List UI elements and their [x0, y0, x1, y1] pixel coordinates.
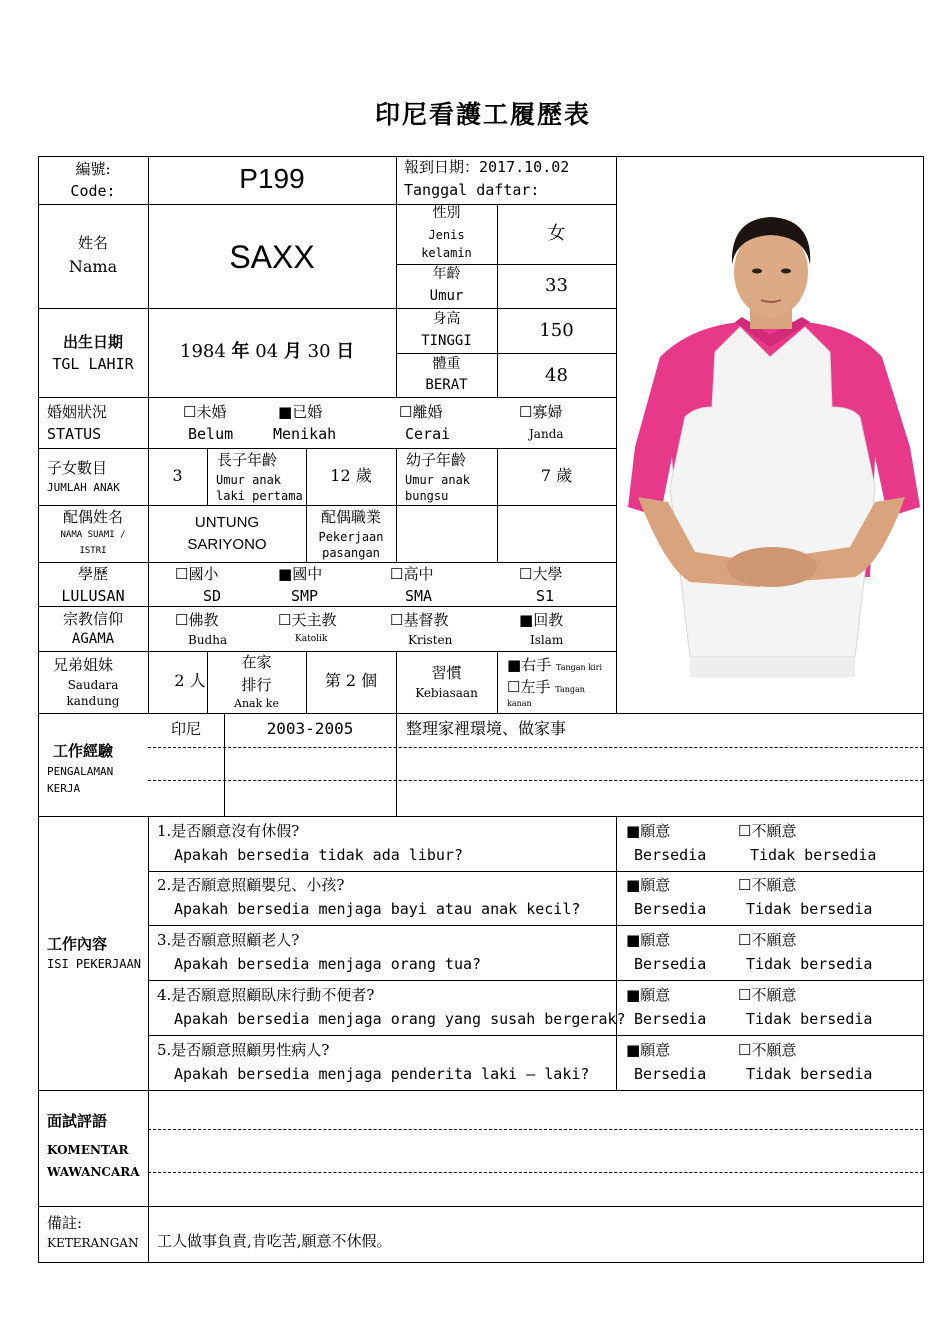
remarks-label-en: KETERANGAN [47, 1236, 139, 1250]
applicant-photo [620, 157, 923, 677]
question-4-zh: 4.是否願意照顧臥床行動不便者? [157, 986, 375, 1004]
code-label-zh: 編號: [75, 160, 111, 178]
interview-label-en2: WAWANCARA [47, 1165, 140, 1179]
religion-option-islam: ■回教 [519, 611, 564, 629]
interview-label-en1: KOMENTAR [47, 1143, 129, 1157]
marital-option-belum-en: Belum [188, 425, 234, 443]
remarks-label-zh: 備註: [47, 1214, 83, 1232]
height-value: 150 [539, 320, 574, 341]
spouse-label-zh: 配偶姓名 [62, 508, 123, 526]
height-label-zh: 身高 [432, 311, 461, 327]
marital-option-janda-en: Janda [529, 427, 564, 441]
spouse-job-label-en1: Pekerjaan [318, 530, 384, 544]
question-3-yes-en: Bersedia [634, 955, 707, 973]
edu-option-sd-en: SD [203, 587, 222, 605]
youngest-value: 7 歲 [540, 466, 573, 485]
question-1-no-en: Tidak bersedia [750, 846, 877, 864]
spouse-job-label-zh: 配偶職業 [320, 508, 381, 526]
code-label-en: Code: [70, 182, 116, 200]
question-1-no: ☐不願意 [738, 822, 797, 840]
youngest-label-en2: bungsu [405, 489, 449, 503]
experience-label-en2: KERJA [47, 782, 81, 795]
question-5-id: Apakah bersedia menjaga penderita laki – laki? [174, 1065, 590, 1083]
siblings-label-en2: kandung [66, 694, 120, 708]
code-value: P199 [239, 163, 305, 194]
name-value: SAXX [229, 239, 315, 275]
spouse-label-en1: NAMA SUAMI / [60, 530, 126, 540]
children-value: 3 [172, 466, 183, 485]
question-3-id: Apakah bersedia menjaga orang tua? [174, 955, 482, 973]
children-label-en: JUMLAH ANAK [47, 481, 120, 494]
question-2-zh: 2.是否願意照顧嬰兒、小孩? [157, 876, 345, 894]
question-1-yes: ■願意 [626, 822, 671, 840]
age-value: 33 [545, 275, 568, 296]
question-5-yes: ■願意 [626, 1041, 671, 1059]
question-4-no: ☐不願意 [738, 986, 797, 1004]
education-label-en: LULUSAN [61, 587, 125, 605]
habit-label-zh: 習慣 [431, 664, 462, 682]
birth-label-en: TGL LAHIR [52, 355, 134, 373]
gender-label-en2: kelamin [421, 246, 472, 260]
question-5-yes-en: Bersedia [634, 1065, 707, 1083]
children-label-zh: 子女數目 [47, 459, 108, 477]
religion-option-budha-en: Budha [188, 633, 228, 647]
question-1-zh: 1.是否願意沒有休假? [157, 822, 300, 840]
hand-option-left-en2: kanan [507, 699, 532, 708]
eldest-value: 12 歲 [330, 466, 372, 485]
weight-label-zh: 體重 [432, 356, 461, 372]
question-1-id: Apakah bersedia tidak ada libur? [174, 846, 463, 864]
question-4-yes: ■願意 [626, 986, 671, 1004]
edu-option-s1: ☐大學 [519, 565, 563, 583]
religion-option-kristen-en: Kristen [408, 633, 453, 647]
spouse-name-line2: SARIYONO [187, 536, 267, 553]
edu-option-smp: ■國中 [278, 565, 323, 583]
question-3-no-en: Tidak bersedia [746, 955, 873, 973]
religion-option-budha: ☐佛教 [175, 611, 219, 629]
age-label-zh: 年齡 [432, 266, 461, 282]
religion-label-en: AGAMA [71, 631, 115, 647]
question-2-yes: ■願意 [626, 876, 671, 894]
question-2-id: Apakah bersedia menjaga bayi atau anak kecil? [174, 900, 581, 918]
hand-option-right: ■右手 Tangan kiri [507, 656, 602, 674]
siblings-label-zh: 兄弟姐妹 [52, 656, 113, 674]
siblings-label-en1: Saudara [67, 678, 119, 692]
weight-value: 48 [545, 365, 568, 386]
question-3-yes: ■願意 [626, 931, 671, 949]
hand-option-left: ☐左手 Tangan [507, 678, 585, 696]
marital-option-belum: ☐未婚 [183, 403, 227, 421]
age-label-en: Umur [429, 288, 464, 304]
birth-value: 1984 年 04 月 30 日 [180, 341, 355, 362]
register-label: Tanggal daftar: [404, 181, 540, 199]
question-5-zh: 5.是否願意照顧男性病人? [157, 1041, 330, 1059]
edu-option-sma-en: SMA [405, 587, 433, 605]
religion-option-katolik: ☐天主教 [278, 611, 337, 629]
register-date: 報到日期：2017.10.02 [404, 158, 570, 176]
height-label-en: TINGGI [421, 333, 472, 349]
rank-label-en: Anak ke [234, 697, 279, 710]
remarks-value: 工人做事負責,肯吃苦,願意不休假。 [157, 1232, 392, 1250]
edu-option-smp-en: SMP [291, 587, 319, 605]
experience-country: 印尼 [170, 720, 201, 738]
rank-label-zh2: 排行 [241, 676, 272, 694]
education-label-zh: 學歷 [77, 565, 108, 583]
gender-label-zh: 性別 [432, 205, 461, 221]
question-2-yes-en: Bersedia [634, 900, 707, 918]
habit-label-en: Kebiasaan [415, 686, 478, 700]
gender-label-en1: Jenis [428, 228, 465, 242]
question-5-no-en: Tidak bersedia [746, 1065, 873, 1083]
marital-label-en: STATUS [47, 425, 102, 443]
eldest-label-en2: laki pertama [216, 489, 303, 503]
religion-option-islam-en: Islam [530, 633, 564, 647]
experience-label-zh: 工作經驗 [52, 742, 113, 760]
question-2-no: ☐不願意 [738, 876, 797, 894]
question-4-no-en: Tidak bersedia [746, 1010, 873, 1028]
rank-value: 第 2 個 [324, 671, 378, 690]
interview-label-zh: 面試評語 [47, 1112, 108, 1130]
experience-label-en1: PENGALAMAN [47, 765, 114, 778]
question-5-no: ☐不願意 [738, 1041, 797, 1059]
question-1-yes-en: Bersedia [634, 846, 707, 864]
religion-option-kristen: ☐基督教 [390, 611, 449, 629]
question-3-no: ☐不願意 [738, 931, 797, 949]
religion-label-zh: 宗教信仰 [62, 610, 123, 628]
name-label-zh: 姓名 [77, 234, 108, 252]
spouse-name-line1: UNTUNG [194, 514, 260, 531]
edu-option-s1-en: S1 [536, 587, 555, 605]
job-label-zh: 工作內容 [47, 935, 108, 953]
gender-value: 女 [547, 223, 566, 244]
marital-label-zh: 婚姻狀況 [47, 403, 108, 421]
question-2-no-en: Tidak bersedia [746, 900, 873, 918]
page-title: 印尼看護工履歷表 [374, 100, 591, 129]
marital-option-menikah: ■已婚 [278, 403, 323, 421]
experience-desc: 整理家裡環境、做家事 [406, 719, 567, 738]
spouse-label-en2: ISTRI [79, 546, 107, 556]
question-4-yes-en: Bersedia [634, 1010, 707, 1028]
eldest-label-en1: Umur anak [216, 473, 282, 487]
edu-option-sd: ☐國小 [175, 565, 219, 583]
eldest-label-zh: 長子年齡 [217, 451, 278, 469]
youngest-label-zh: 幼子年齡 [406, 451, 467, 469]
name-label-en: Nama [68, 257, 118, 276]
religion-option-katolik-en: Katolik [295, 634, 328, 644]
question-4-id: Apakah bersedia menjaga orang yang susah bergerak? [174, 1010, 626, 1028]
marital-option-cerai-en: Cerai [405, 425, 451, 443]
youngest-label-en1: Umur anak [405, 473, 471, 487]
experience-years: 2003-2005 [266, 719, 354, 738]
rank-label-zh1: 在家 [241, 653, 272, 671]
job-label-en: ISI PEKERJAAN [47, 957, 141, 971]
question-3-zh: 3.是否願意照顧老人? [157, 931, 300, 949]
siblings-value: 2 人 [174, 671, 206, 690]
weight-label-en: BERAT [425, 377, 468, 393]
marital-option-janda: ☐寡婦 [519, 403, 563, 421]
marital-option-cerai: ☐離婚 [399, 403, 443, 421]
edu-option-sma: ☐高中 [390, 565, 434, 583]
birth-label-zh: 出生日期 [62, 333, 123, 351]
marital-option-menikah-en: Menikah [273, 425, 337, 443]
spouse-job-label-en2: pasangan [322, 546, 380, 560]
